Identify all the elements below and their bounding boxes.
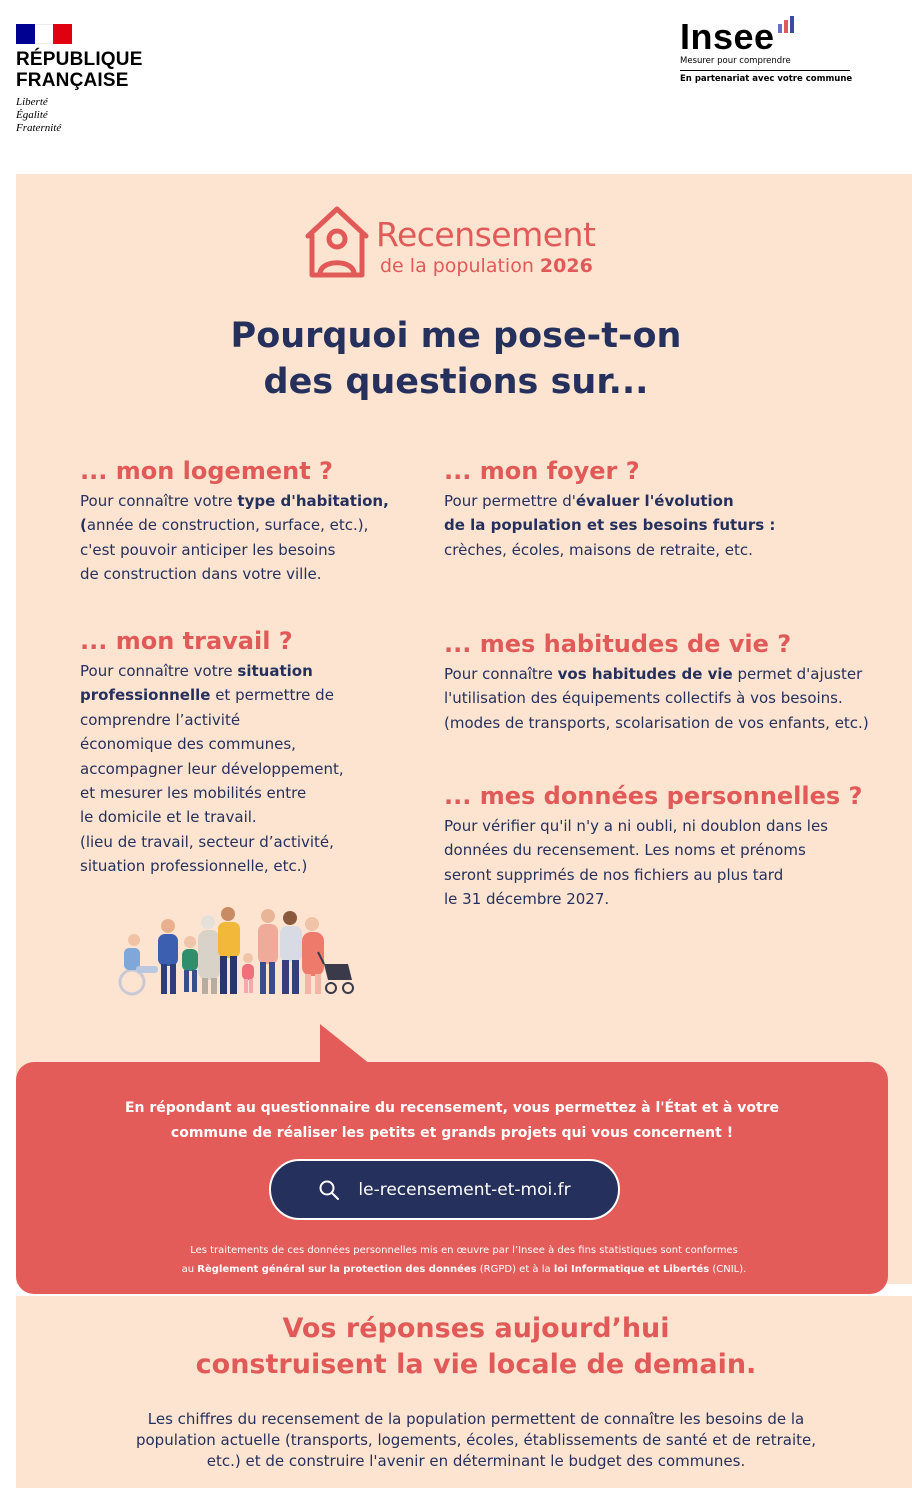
republique-name: RÉPUBLIQUE FRANÇAISE	[16, 49, 143, 91]
bold-text: vos habitudes de vie	[557, 665, 733, 683]
text-line: (année de construction, surface, etc.),	[80, 516, 369, 535]
logo-subtitle: de la population 2026	[380, 255, 593, 277]
text-line: Pour vérifier qu'il n'y a ni oubli, ni doublon dans les	[444, 817, 828, 835]
text-line: le 31 décembre 2027.	[444, 890, 610, 909]
bold-text: de la population et ses besoins futurs :	[444, 516, 776, 535]
logo-year: 2026	[539, 255, 593, 277]
insee-tagline: Mesurer pour comprendre	[680, 56, 791, 66]
website-button-label: le-recensement-et-moi.fr	[358, 1179, 571, 1200]
insee-logo	[680, 16, 860, 84]
house-person-icon	[304, 205, 370, 281]
text-line: Pour permettre d'évaluer l'évolution	[444, 492, 734, 510]
republique-francaise-logo	[16, 24, 176, 135]
section-text	[80, 659, 344, 879]
text-line: c'est pouvoir anticiper les besoins	[80, 540, 336, 559]
bold-text: loi Informatique et Libertés	[553, 1264, 710, 1275]
text-line: Pour connaître vos habitudes de vie permet d'ajuster	[444, 665, 863, 683]
section-heading: ... mon travail ?	[80, 627, 293, 655]
people-illustration-icon	[118, 900, 368, 1000]
section-travail	[80, 627, 344, 879]
text-line: données du recensement. Les noms et prénoms	[444, 841, 806, 860]
section-text	[80, 489, 389, 587]
text-line: l'utilisation des équipements collectifs à vos besoins.	[444, 689, 843, 708]
text-line: professionnelle et permettre de	[80, 686, 334, 705]
bold-text: Règlement général sur la protection des données	[197, 1264, 477, 1275]
bottom-text: Les chiffres du recensement de la population permettent de connaître les besoins de la population actuelle (transports, logements, écoles, établissements de santé et de retraite, etc.) et de construire l'avenir en déterminant le budget des communes.	[135, 1410, 817, 1470]
recensement-logo	[304, 205, 644, 285]
text-line: de construction dans votre ville.	[80, 565, 322, 584]
section-foyer	[444, 457, 775, 562]
bold-text: type d'habitation,	[237, 492, 389, 510]
section-heading: ... mes habitudes de vie ?	[444, 630, 792, 658]
section-text	[444, 662, 869, 735]
legal-notice: Les traitements de ces données personnelles mis en œuvre par l’Insee à des fins statistiques sont conformes au Règlement général sur la protection des données (RGPD) et à la loi Informatique et Libertés (CNIL).	[0, 1241, 912, 1279]
section-heading: ... mon logement ?	[80, 457, 333, 485]
text-line: seront supprimés de nos fichiers au plus tard	[444, 865, 784, 884]
insee-divider	[680, 70, 850, 71]
section-text	[444, 814, 862, 912]
text-line: et mesurer les mobilités entre	[80, 784, 307, 803]
section-habitudes	[444, 630, 869, 735]
text-line: le domicile et le travail.	[80, 808, 257, 827]
text-line: (modes de transports, scolarisation de vos enfants, etc.)	[444, 713, 869, 732]
section-heading: ... mon foyer ?	[444, 457, 640, 485]
logo-title: Recensement	[376, 215, 596, 254]
text-line: économique des communes,	[80, 735, 296, 754]
bold-text: situation	[237, 662, 313, 680]
section-text	[444, 489, 775, 562]
section-donnees	[444, 782, 862, 912]
bottom-title: Vos réponses aujourd’hui construisent la vie locale de demain.	[195, 1313, 757, 1380]
section-heading: ... mes données personnelles ?	[444, 782, 863, 810]
text-line: comprendre l’activité	[80, 710, 241, 729]
bold-text: (	[80, 516, 87, 535]
text-line: crèches, écoles, maisons de retraite, etc.	[444, 540, 753, 559]
text-line: Pour connaître votre situation	[80, 662, 313, 680]
text-line: accompagner leur développement,	[80, 759, 344, 778]
insee-name: Insee	[680, 16, 775, 57]
text-line	[444, 513, 775, 537]
insee-partner-text: En partenariat avec votre commune	[680, 74, 853, 84]
text-line: (lieu de travail, secteur d’activité,	[80, 832, 334, 851]
bold-text: professionnelle	[80, 686, 211, 705]
search-icon	[318, 1179, 340, 1201]
section-logement	[80, 457, 389, 587]
legal-line2: au Règlement général sur la protection des données (RGPD) et à la loi Informatique et Libertés (CNIL).	[181, 1264, 747, 1275]
republic-motto: Liberté Égalité Fraternité	[16, 96, 62, 134]
text-line: situation professionnelle, etc.)	[80, 857, 308, 876]
page-title: Pourquoi me pose-t-on des questions sur...	[230, 316, 682, 402]
text-line: Pour connaître votre type d'habitation,	[80, 492, 389, 510]
insee-bars-icon	[778, 16, 796, 33]
callout-text: En répondant au questionnaire du recensement, vous permettez à l'État et à votre commune de réaliser les petits et grands projets qui vous concernent !	[124, 1100, 780, 1141]
bold-text: évaluer l'évolution	[575, 492, 734, 510]
marianne-flag-icon	[16, 24, 72, 44]
website-button[interactable]	[269, 1159, 620, 1220]
